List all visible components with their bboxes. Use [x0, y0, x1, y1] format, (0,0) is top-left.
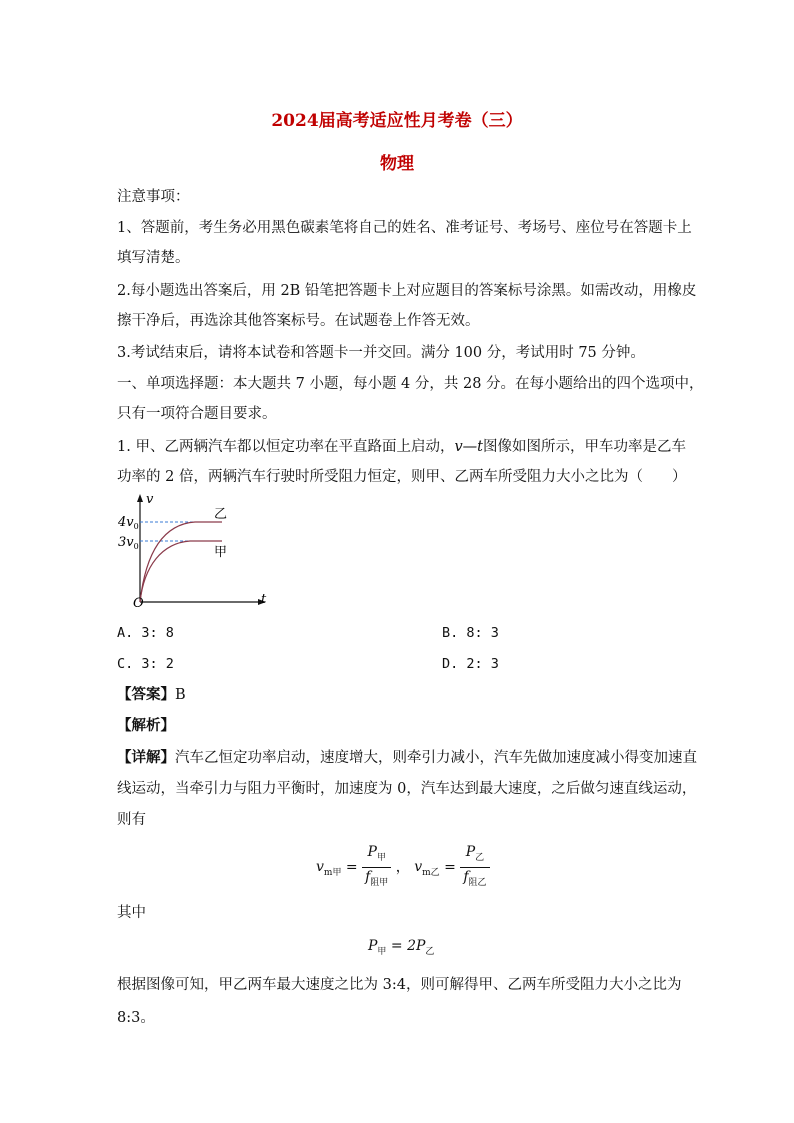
analysis-where: 其中 — [117, 905, 146, 921]
curve-label-jia: 甲 — [214, 545, 228, 560]
answer-tag: 【答案】 — [117, 686, 175, 703]
question-1-line-1 — [117, 437, 687, 457]
answer-line — [117, 685, 687, 705]
option-b: B. 8: 3 — [442, 625, 499, 641]
subject-title: 物理 — [380, 154, 414, 174]
equation-2: $P_甲 = 2P_乙$ — [368, 938, 435, 957]
notice-item-1-line-2: 填写清楚。 — [117, 250, 190, 266]
notice-heading: 注意事项： — [117, 189, 190, 205]
label-4v0: $4v_0$ — [118, 515, 139, 531]
eq1-lhs1: $v_{m甲}$ — [316, 859, 342, 879]
option-d: D. 2: 3 — [442, 656, 499, 672]
option-c: C. 3: 2 — [117, 656, 174, 672]
question-1-vt: v—t — [454, 439, 483, 455]
label-3v0: $3v_0$ — [118, 535, 139, 551]
notice-item-3: 3.考试结束后，请将本试卷和答题卡一并交回。满分 100 分，考试用时 75 分钟。 — [117, 345, 645, 361]
conclusion-line-2: 8:3。 — [117, 1010, 155, 1026]
section-heading-line-2: 只有一项符合题目要求。 — [117, 406, 277, 422]
detail-tag: 【详解】 — [117, 749, 175, 766]
option-a: A. 3: 8 — [117, 625, 174, 641]
y-axis-arrow — [137, 494, 143, 502]
question-1-text-b: 图像如图所示，甲车功率是乙车 — [482, 439, 686, 455]
conclusion-line-1: 根据图像可知，甲乙两车最大速度之比为 3:4，则可解得甲、乙两车所受阻力大小之比为 — [117, 977, 682, 993]
analysis-line-2: 线运动，当牵引力与阻力平衡时，加速度为 0，汽车达到最大速度，之后做匀速直线运动， — [117, 781, 697, 797]
notice-item-2-line-1: 2.每小题选出答案后，用 2B 铅笔把答题卡上对应题目的答案标号涂黑。如需改动，用橡皮 — [117, 283, 697, 299]
question-1-text-a: 1. 甲、乙两辆汽车都以恒定功率在平直路面上启动， — [117, 439, 455, 455]
eq1-fraction-1: $\frac{P_甲}{f_{阻甲}}$ — [362, 843, 391, 892]
answer-value: B — [175, 687, 186, 703]
analysis-text-1: 汽车乙恒定功率启动，速度增大，则牵引力减小，汽车先做加速度减小得变加速直 — [175, 750, 697, 766]
curve-yi — [140, 522, 222, 602]
analysis-tag: 【解析】 — [117, 717, 175, 734]
vt-graph — [110, 490, 280, 615]
equation-1: $v_{m甲}$ = $\frac{P_甲}{f_{阻甲}}$ ， $v_{m乙}$ = $\frac{P_乙}{f_{阻乙}}$ — [316, 843, 490, 892]
eq1-fraction-2: $\frac{P_乙}{f_{阻乙}}$ — [460, 843, 489, 892]
y-axis-label: v — [146, 492, 154, 507]
section-heading-line-1: 一、单项选择题：本大题共 7 小题，每小题 4 分，共 28 分。在每小题给出的四个选项中， — [117, 376, 704, 392]
eq1-lhs2: $v_{m乙}$ — [414, 859, 440, 879]
analysis-line-1 — [117, 748, 697, 768]
notice-item-1-line-1: 1、答题前，考生务必用黑色碳素笔将自己的姓名、准考证号、考场号、座位号在答题卡上 — [117, 220, 692, 236]
exam-title: 2024届高考适应性月考卷（三） — [271, 111, 523, 131]
question-1-line-2: 功率的 2 倍，两辆汽车行驶时所受阻力恒定，则甲、乙两车所受阻力大小之比为（ ） — [117, 469, 687, 485]
origin-label: O — [133, 596, 144, 611]
curve-label-yi: 乙 — [214, 507, 228, 522]
x-axis-label: t — [261, 592, 267, 607]
analysis-line-3: 则有 — [117, 812, 146, 828]
notice-item-2-line-2: 擦干净后，再选涂其他答案标号。在试题卷上作答无效。 — [117, 313, 480, 329]
curve-jia — [140, 541, 222, 602]
